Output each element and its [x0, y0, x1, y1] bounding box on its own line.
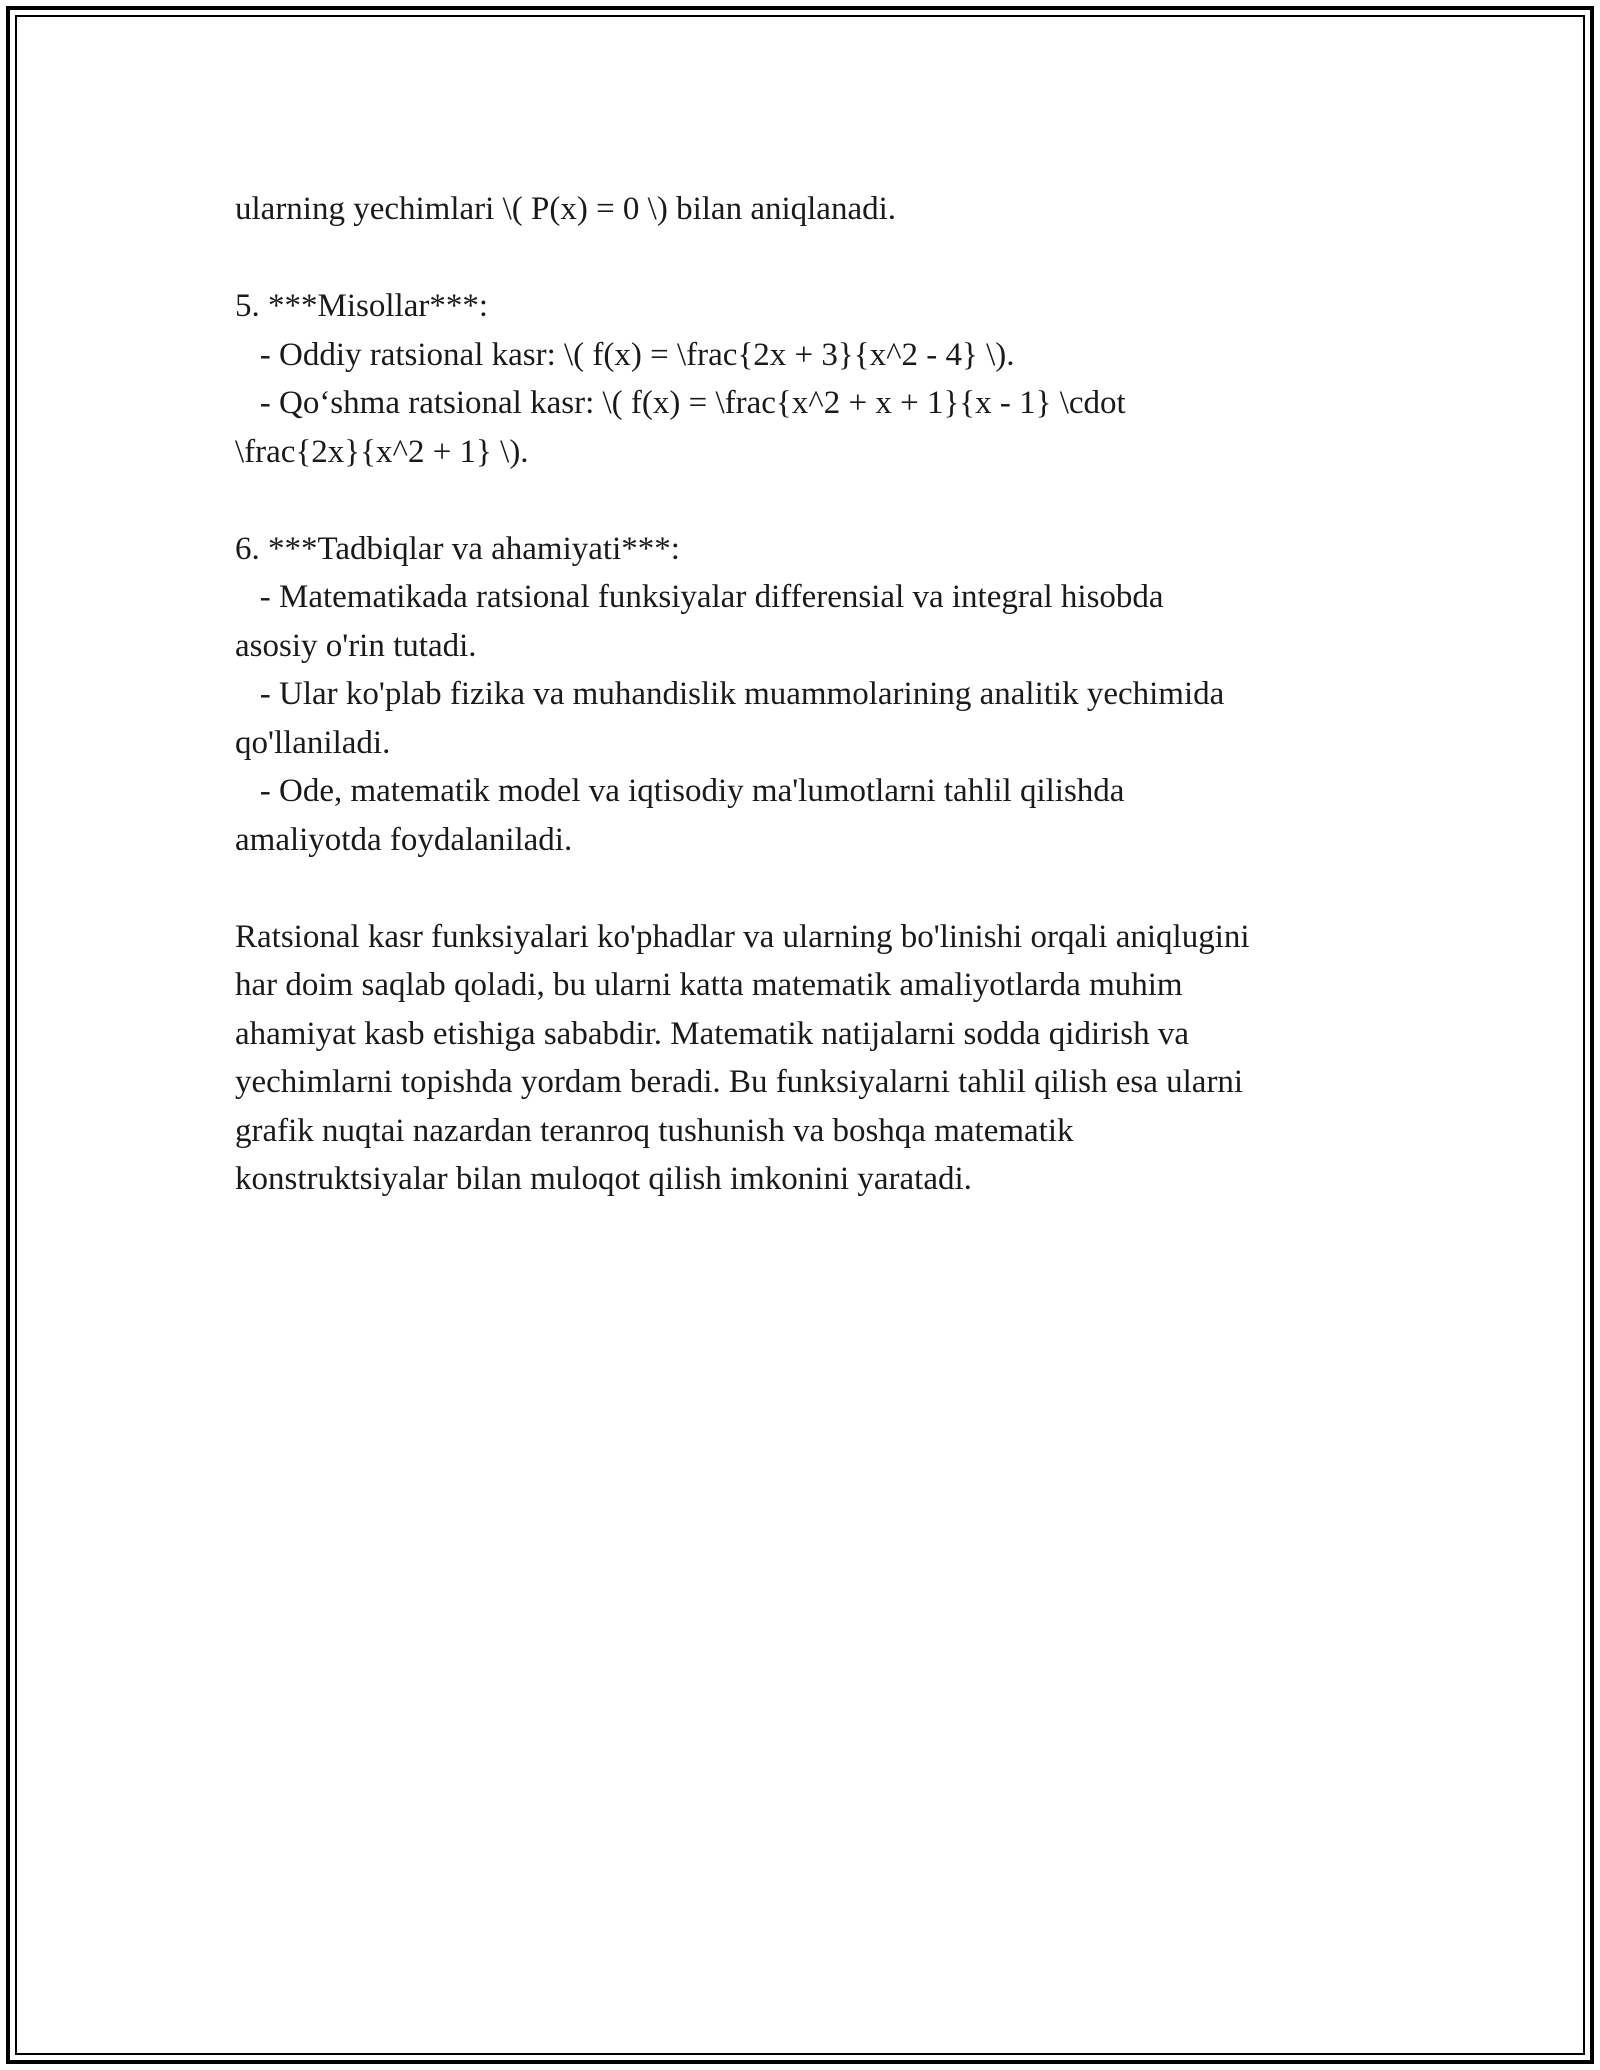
- section-heading: 6. ***Tadbiqlar va ahamiyati***:: [235, 530, 680, 567]
- list-item-continuation: asosiy o'rin tutadi.: [235, 627, 477, 664]
- document-body: [235, 185, 1385, 1204]
- paragraph-line: konstruktsiyalar bilan muloqot qilish imkonini yaratadi.: [235, 1161, 972, 1197]
- conclusion-paragraph: [235, 913, 1385, 1204]
- blank-line: [235, 864, 1385, 913]
- paragraph-line: ahamiyat kasb etishiga sababdir. Matematik natijalarni sodda qidirish va: [235, 1015, 1190, 1052]
- list-item-continuation: qo'llaniladi.: [235, 724, 391, 761]
- blank-line: [235, 234, 1385, 283]
- list-item: - Qo‘shma ratsional kasr: \( f(x) = \frac{x^2 + x + 1}{x - 1} \cdot: [235, 385, 1126, 421]
- list-item: - Matematikada ratsional funksiyalar differensial va integral hisobda: [235, 579, 1164, 615]
- paragraph-line: grafik nuqtai nazardan teranroq tushunish va boshqa matematik: [235, 1112, 1074, 1149]
- paragraph-line: Ratsional kasr funksiyalari ko'phadlar va ularning bo'linishi orqali aniqlugini: [235, 918, 1250, 955]
- blank-line: [235, 476, 1385, 525]
- list-item: - Ode, matematik model va iqtisodiy ma'lumotlarni tahlil qilishda: [235, 773, 1125, 809]
- list-item: - Ular ko'plab fizika va muhandislik muammolarining analitik yechimida: [235, 676, 1225, 712]
- list-item-continuation: amaliyotda foydalaniladi.: [235, 821, 573, 858]
- list-item: - Oddiy ratsional kasr: \( f(x) = \frac{2x + 3}{x^2 - 4} \).: [235, 336, 1015, 373]
- section-heading: 5. ***Misollar***:: [235, 288, 488, 324]
- section-applications: [235, 525, 1385, 865]
- paragraph-line: yechimlarni topishda yordam beradi. Bu funksiyalarni tahlil qilish esa ularni: [235, 1064, 1244, 1100]
- paragraph-line: har doim saqlab qoladi, bu ularni katta matematik amaliyotlarda muhim: [235, 967, 1183, 1003]
- list-item-continuation: \frac{2x}{x^2 + 1} \).: [235, 433, 529, 470]
- section-examples: [235, 282, 1385, 476]
- intro-line: ularning yechimlari \( P(x) = 0 \) bilan aniqlanadi.: [235, 191, 897, 227]
